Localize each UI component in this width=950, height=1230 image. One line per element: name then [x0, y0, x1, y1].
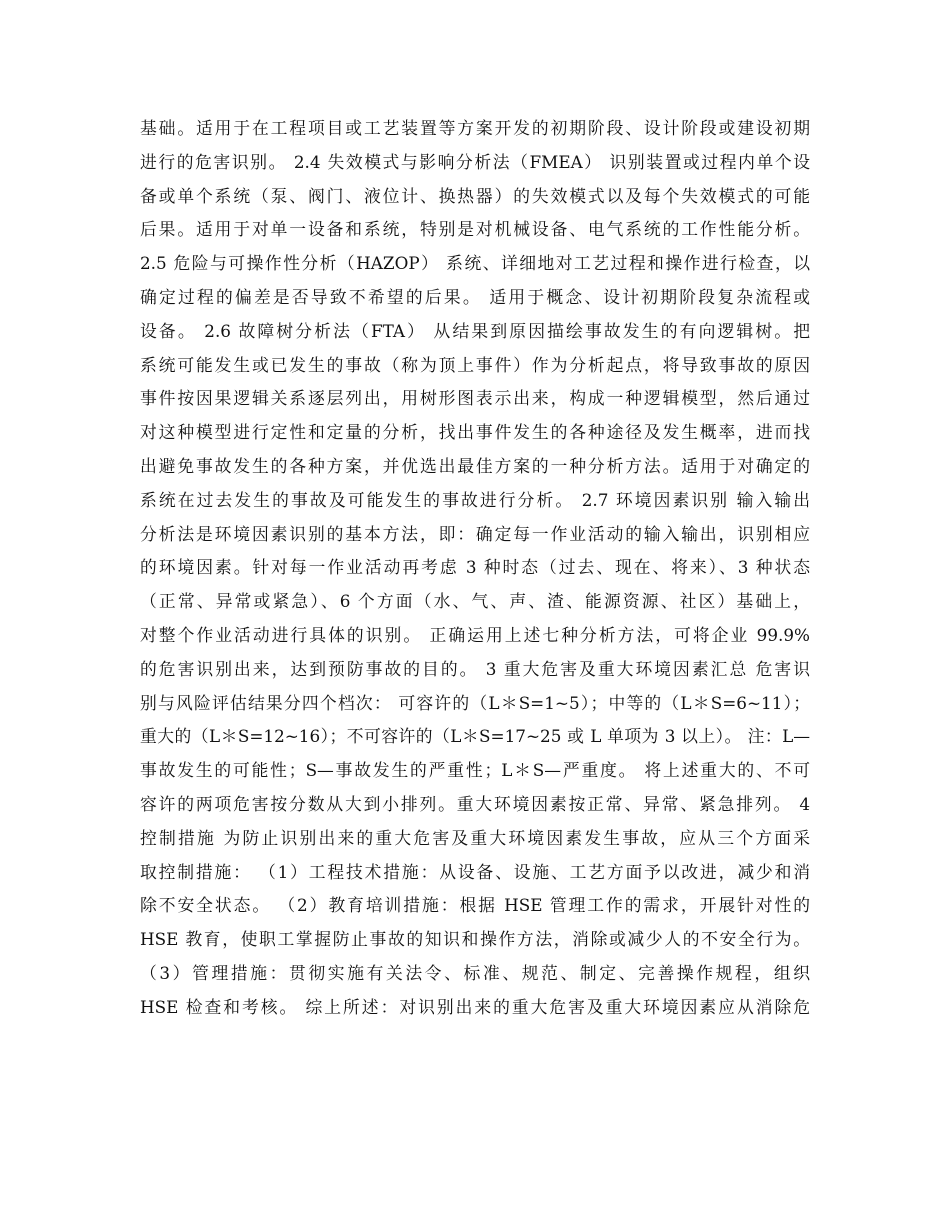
text-line-16: 对整个作业活动进行具体的识别。 正确运用上述七种分析方法，可将企业 99.9% — [140, 624, 810, 645]
text-line-4: 后果。适用于对单一设备和系统，特别是对机械设备、电气系统的工作性能分析。 — [140, 219, 810, 240]
text-line-26: （3）管理措施：贯彻实施有关法令、标准、规范、制定、完善操作规程，组织 — [140, 962, 810, 983]
text-line-21: 容许的两项危害按分数从大到小排列。重大环境因素按正常、异常、紧急排列。 4 — [140, 793, 810, 814]
text-line-13: 分析法是环境因素识别的基本方法，即：确定每一作业活动的输入输出，识别相应 — [140, 523, 810, 544]
text-line-12: 系统在过去发生的事故及可能发生的事故进行分析。 2.7 环境因素识别 输入输出 — [140, 489, 810, 510]
text-line-22: 控制措施 为防止识别出来的重大危害及重大环境因素发生事故，应从三个方面采 — [140, 827, 810, 848]
text-line-23: 取控制措施： （1）工程技术措施：从设备、设施、工艺方面予以改进，减少和消 — [140, 861, 810, 882]
text-line-2: 进行的危害识别。 2.4 失效模式与影响分析法（FMEA） 识别装置或过程内单个设 — [140, 151, 810, 172]
text-line-1: 基础。适用于在工程项目或工艺装置等方案开发的初期阶段、设计阶段或建设初期 — [140, 118, 810, 138]
text-line-20: 事故发生的可能性；S—事故发生的严重性；L＊S—严重度。 将上述重大的、不可 — [140, 760, 810, 781]
text-line-3: 备或单个系统（泵、阀门、液位计、换热器）的失效模式以及每个失效模式的可能 — [140, 185, 810, 206]
text-line-27: HSE 检查和考核。 综上所述：对识别出来的重大危害及重大环境因素应从消除危 — [140, 996, 810, 1017]
text-line-6: 确定过程的偏差是否导致不希望的后果。 适用于概念、设计初期阶段复杂流程或 — [140, 286, 810, 307]
text-line-24: 除不安全状态。 （2）教育培训措施：根据 HSE 管理工作的需求，开展针对性的 — [140, 895, 810, 916]
text-line-9: 事件按因果逻辑关系逐层列出，用树形图表示出来，构成一种逻辑模型，然后通过 — [140, 388, 810, 409]
text-line-25: HSE 教育，使职工掌握防止事故的知识和操作方法，消除或减少人的不安全行为。 — [140, 929, 810, 950]
text-line-17: 的危害识别出来，达到预防事故的目的。 3 重大危害及重大环境因素汇总 危害识 — [140, 658, 810, 679]
text-line-7: 设备。 2.6 故障树分析法（FTA） 从结果到原因描绘事故发生的有向逻辑树。把 — [140, 320, 810, 341]
text-line-15: （正常、异常或紧急）、6 个方面（水、气、声、渣、能源资源、社区）基础上， — [140, 591, 810, 612]
text-line-19: 重大的（L＊S=12~16）；不可容许的（L＊S=17~25 或 L 单项为 3 以上）。 注：L— — [140, 726, 810, 747]
text-line-11: 出避免事故发生的各种方案，并优选出最佳方案的一种分析方法。适用于对确定的 — [140, 455, 810, 476]
text-line-5: 2.5 危险与可操作性分析（HAZOP） 系统、详细地对工艺过程和操作进行检查，以 — [140, 253, 810, 274]
text-line-18: 别与风险评估结果分四个档次： 可容许的（L＊S=1~5）；中等的（L＊S=6~11）； — [140, 692, 810, 713]
text-line-10: 对这种模型进行定性和定量的分析，找出事件发生的各种途径及发生概率，进而找 — [140, 422, 810, 443]
body-text — [140, 112, 810, 1025]
text-line-8: 系统可能发生或已发生的事故（称为顶上事件）作为分析起点，将导致事故的原因 — [140, 354, 810, 375]
text-line-14: 的环境因素。针对每一作业活动再考虑 3 种时态（过去、现在、将来）、3 种状态 — [140, 557, 810, 578]
